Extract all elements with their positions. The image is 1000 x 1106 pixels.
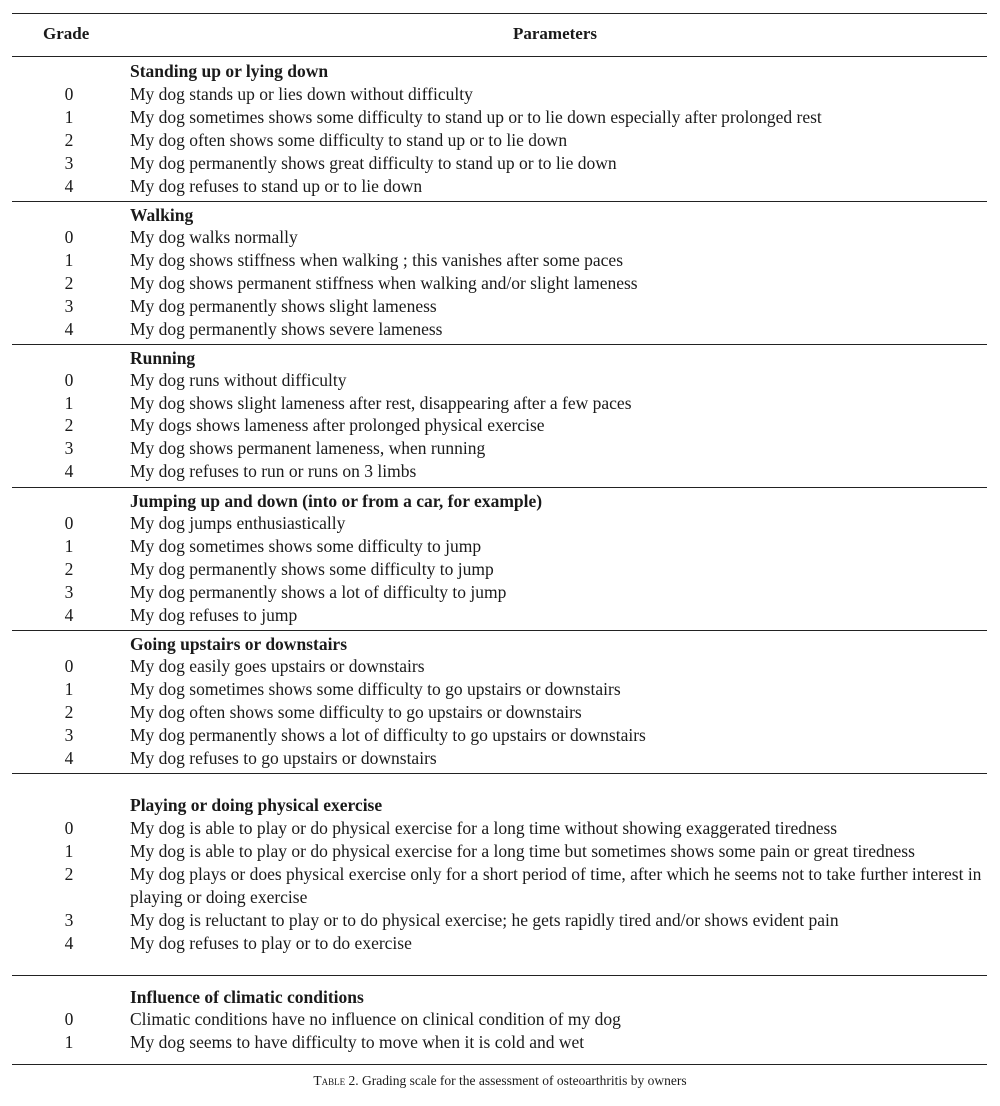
- parameter-description: My dog permanently shows a lot of difficulty to jump: [130, 582, 507, 602]
- grade-value: 2: [64, 415, 74, 435]
- parameter-description: My dog refuses to run or runs on 3 limbs: [130, 461, 417, 481]
- parameter-description: My dog shows permanent lameness, when running: [130, 438, 486, 458]
- parameter-description: My dog walks normally: [130, 227, 298, 247]
- table-top-rule: [12, 13, 987, 14]
- grade-value: 3: [64, 438, 74, 458]
- parameter-description: My dog permanently shows great difficulty to stand up or to lie down: [130, 153, 617, 173]
- table-section: [12, 630, 987, 768]
- grade-value: 2: [64, 130, 74, 150]
- parameter-description: My dog permanently shows some difficulty to jump: [130, 559, 494, 579]
- parameter-description: My dogs shows lameness after prolonged physical exercise: [130, 415, 545, 435]
- grade-value: 3: [64, 153, 74, 173]
- parameter-description: My dog easily goes upstairs or downstairs: [130, 656, 425, 676]
- section-title: Running: [130, 348, 196, 368]
- grade-value: 4: [64, 933, 74, 953]
- grade-value: 0: [64, 84, 74, 104]
- parameter-description: My dog is able to play or do physical exercise for a long time without showing exaggerated tiredness: [130, 818, 838, 838]
- grade-value: 0: [64, 1009, 74, 1029]
- grade-value: 0: [64, 656, 74, 676]
- parameter-description: My dog often shows some difficulty to stand up or to lie down: [130, 130, 568, 150]
- grade-value: 1: [64, 393, 74, 413]
- section-title: Going upstairs or downstairs: [130, 634, 348, 654]
- parameter-description: My dog refuses to go upstairs or downstairs: [130, 748, 437, 768]
- grade-value: 1: [64, 841, 74, 861]
- section-title: Influence of climatic conditions: [130, 987, 364, 1007]
- section-title: Playing or doing physical exercise: [130, 795, 383, 815]
- grade-value: 4: [64, 748, 74, 768]
- caption-label: Table 2.: [313, 1073, 359, 1088]
- grade-column-header: Grade: [43, 24, 90, 43]
- parameter-description: My dog shows permanent stiffness when walking and/or slight lameness: [130, 273, 638, 293]
- grade-value: 2: [64, 702, 74, 722]
- parameter-description: My dog permanently shows severe lameness: [130, 319, 443, 339]
- parameter-description: My dog shows slight lameness after rest, disappearing after a few paces: [130, 393, 632, 413]
- parameter-description: My dog sometimes shows some difficulty to stand up or to lie down especially after prolonged rest: [130, 107, 822, 127]
- grade-value: 4: [64, 605, 74, 625]
- parameter-description: My dog jumps enthusiastically: [130, 513, 346, 533]
- parameter-description: My dog is reluctant to play or to do physical exercise; he gets rapidly tired and/or shows evident pain: [130, 910, 839, 930]
- parameter-description: My dog often shows some difficulty to go upstairs or downstairs: [130, 702, 582, 722]
- grade-value: 0: [64, 370, 74, 390]
- table-section: [12, 487, 987, 625]
- grade-value: 0: [64, 513, 74, 533]
- parameter-description: My dog seems to have difficulty to move when it is cold and wet: [130, 1032, 585, 1052]
- parameter-description: My dog refuses to stand up or to lie down: [130, 176, 423, 196]
- parameter-description: My dog sometimes shows some difficulty to go upstairs or downstairs: [130, 679, 621, 699]
- grade-value: 1: [64, 679, 74, 699]
- grade-value: 3: [64, 910, 74, 930]
- grade-value: 2: [64, 864, 74, 884]
- section-title: Standing up or lying down: [130, 61, 329, 81]
- section-title: Jumping up and down (into or from a car, for example): [130, 491, 543, 511]
- grade-value: 0: [64, 227, 74, 247]
- parameter-description: My dog refuses to jump: [130, 605, 298, 625]
- caption-text: Grading scale for the assessment of osteoarthritis by owners: [361, 1073, 687, 1088]
- table-section: [12, 344, 987, 481]
- parameter-description: My dog refuses to play or to do exercise: [130, 933, 412, 953]
- parameter-description: My dog sometimes shows some difficulty to jump: [130, 536, 482, 556]
- table-caption: [0, 1073, 1000, 1089]
- grade-value: 4: [64, 176, 74, 196]
- section-title: Walking: [130, 205, 194, 225]
- table-section: [12, 773, 987, 953]
- grade-value: 3: [64, 296, 74, 316]
- grade-value: 0: [64, 818, 74, 838]
- grade-value: 2: [64, 273, 74, 293]
- table-section: [12, 975, 987, 1052]
- parameter-description: My dog shows stiffness when walking ; this vanishes after some paces: [130, 250, 624, 270]
- grade-value: 1: [64, 107, 74, 127]
- table-bottom-rule: [12, 1064, 987, 1065]
- parameter-description: My dog runs without difficulty: [130, 370, 347, 390]
- table-section: [12, 201, 987, 339]
- parameter-description: My dog is able to play or do physical exercise for a long time but sometimes shows some pain or great tiredness: [130, 841, 915, 861]
- parameter-description: My dog stands up or lies down without difficulty: [130, 84, 473, 104]
- grade-value: 2: [64, 559, 74, 579]
- parameter-description: My dog plays or does physical exercise only for a short period of time, after which he seems not to take further interest in playing or doing exercise: [130, 864, 982, 907]
- grade-value: 1: [64, 536, 74, 556]
- grade-value: 1: [64, 1032, 74, 1052]
- grade-value: 3: [64, 725, 74, 745]
- parameters-column-header: Parameters: [512, 24, 597, 43]
- grade-value: 4: [64, 319, 74, 339]
- grade-value: 3: [64, 582, 74, 602]
- parameter-description: Climatic conditions have no influence on clinical condition of my dog: [130, 1009, 621, 1029]
- header-rule: [12, 56, 987, 57]
- grade-value: 4: [64, 461, 74, 481]
- parameter-description: My dog permanently shows a lot of difficulty to go upstairs or downstairs: [130, 725, 646, 745]
- grade-value: 1: [64, 250, 74, 270]
- parameter-description: My dog permanently shows slight lameness: [130, 296, 437, 316]
